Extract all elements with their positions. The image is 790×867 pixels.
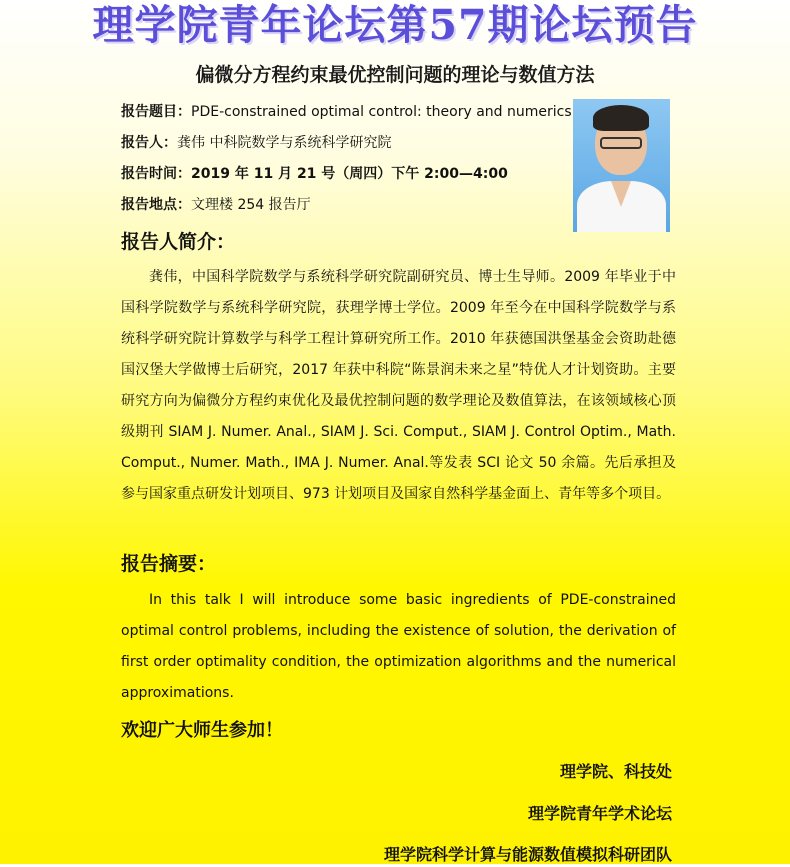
time-value: 2019 年 11 月 21 号（周四）下午 2:00—4:00: [191, 166, 508, 182]
abstract-heading: 报告摘要：: [121, 553, 217, 575]
signature-line: 理学院青年学术论坛: [527, 804, 672, 823]
bio-heading: 报告人简介：: [121, 231, 236, 253]
topic-value: PDE-constrained optimal control: theory and numerics: [191, 104, 572, 120]
bio-text: 龚伟，中国科学院数学与系统科学研究院副研究员、博士生导师。2009 年毕业于中国科学院数学与系统科学研究院，获理学博士学位。2009 年至今在中国科学院数学与系统科学研究院计算数学与科学工程计算研究所工作。2010 年获德国洪堡基金会资助赴德国汉堡大学做博士后研究，2017 年获中科院“陈景润未来之星”特优人才计划资助。主要研究方向为偏微分方程约束优化及最优控制问题的数学理论及数值算法，在该领域核心顶级期刊 SIAM J. Numer. Anal., SIAM J. Sci. Comput., SIAM J. Control Optim., Math. Comput., Numer. Math., IMA J. Numer. Anal.等发表 SCI 论文 50 余篇。先后承担及参与国家重点研发计划项目、973 计划项目及国家自然科学基金面上、青年等多个项目。: [121, 269, 676, 502]
abstract-text: In this talk I will introduce some basic ingredients of PDE-constrained optimal control problems, including the existence of solution, the derivation of first order optimality condition, the optimization algorithms and the numerical approximations.: [121, 592, 676, 701]
info-speaker: [121, 133, 391, 153]
info-time: [121, 164, 508, 184]
speaker-label: 报告人：: [121, 135, 177, 151]
info-place: [121, 195, 311, 215]
topic-label: 报告题目：: [121, 104, 191, 120]
signature-line: 理学院、科技处: [559, 762, 672, 781]
info-topic: [121, 102, 572, 122]
signature-line: 理学院科学计算与能源数值模拟科研团队: [383, 845, 672, 864]
place-value: 文理楼 254 报告厅: [191, 197, 311, 213]
speaker-value: 龚伟 中科院数学与系统科学研究院: [177, 135, 392, 151]
welcome-text: 欢迎广大师生参加！: [121, 720, 283, 741]
page-title: 理学院青年论坛第57期论坛预告: [92, 1, 698, 49]
talk-title: 偏微分方程约束最优控制问题的理论与数值方法: [195, 64, 595, 86]
speaker-photo: [573, 99, 670, 232]
place-label: 报告地点：: [121, 197, 191, 213]
time-label: 报告时间：: [121, 166, 191, 182]
